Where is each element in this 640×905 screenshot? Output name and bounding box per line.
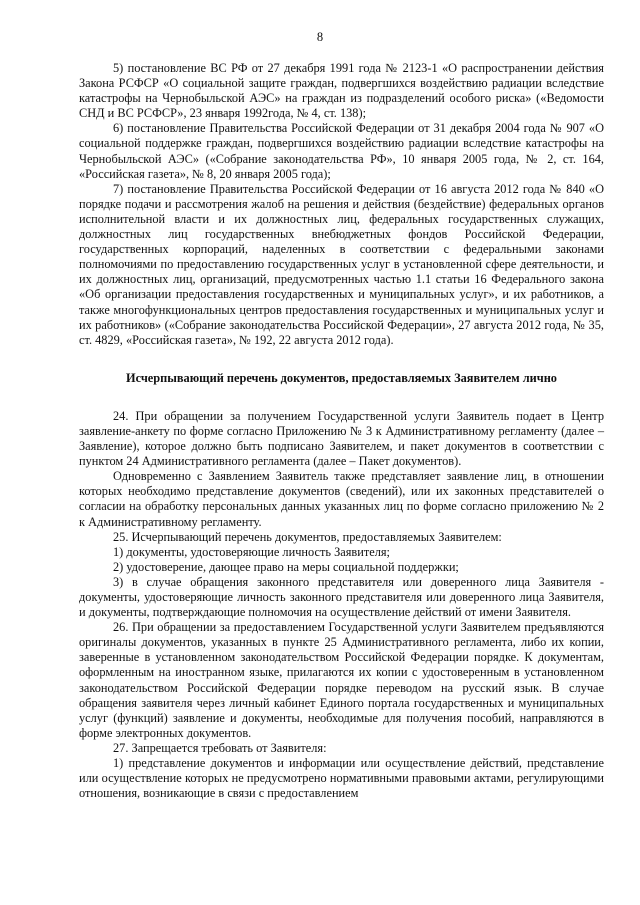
paragraph-25: 25. Исчерпывающий перечень документов, предоставляемых Заявителем: xyxy=(113,529,502,544)
document-body xyxy=(79,61,604,801)
paragraph-25-item-1: 1) документы, удостоверяющие личность Заявителя; xyxy=(113,544,390,559)
paragraph-consent: Одновременно с Заявлением Заявитель также представляет заявление лиц, в отношении которых необходимо представление документов (сведений), или их законных представителей о согласии на обработку персональных данных указанных лиц по форме согласно приложению № 2 к Административному регламенту. xyxy=(79,469,604,529)
paragraph-26: 26. При обращении за предоставлением Государственной услуги Заявителем предъявляются оригиналы документов, указанных в пункте 25 Административного регламента, либо их копии, заверенные в установленном законодательством Российской Федерации порядке. К документам, оформленным на иностранном языке, прилагаются их копии с удостоверенным в установленном законодательством Российской Федерации порядке переводом на русский язык. В случае обращения заявителя через личный кабинет Единого портала государственных и муниципальных услуг (функций) заявление и документы, необходимые для получения пособий, направляются в форме электронных документов. xyxy=(79,620,604,740)
paragraph-25-item-2: 2) удостоверение, дающее право на меры социальной поддержки; xyxy=(113,559,459,574)
paragraph-item-5: 5) постановление ВС РФ от 27 декабря 1991 года № 2123-1 «О распространении действия Закона РСФСР «О социальной защите граждан, подвергшихся воздействию радиации вследствие катастрофы на Чернобыльской АЭС» на граждан из подразделений особого риска» («Ведомости СНД и ВС РСФСР», 23 января 1992года, № 4, ст. 138); xyxy=(79,61,604,121)
paragraph-item-7: 7) постановление Правительства Российской Федерации от 16 августа 2012 года № 840 «О порядке подачи и рассмотрения жалоб на решения и действия (бездействие) федеральных органов исполнительной власти и их должностных лиц, федеральных государственных служащих, должностных лиц государственных внебюджетных фондов Российской Федерации, государственных корпораций, наделенных в соответствии с федеральными законами полномочиями по предоставлению государственных услуг в установленной сфере деятельности, и их должностных лиц, организаций, предусмотренных частью 1.1 статьи 16 Федерального закона «Об организации предоставления государственных и муниципальных услуг», и их работников, а также многофункциональных центров предоставления государственных и муниципальных услуг и их работников» («Собрание законодательства Российской Федерации», 27 августа 2012 года, № 35, ст. 4829, «Российская газета», № 192, 22 августа 2012 года). xyxy=(79,181,604,347)
section-heading: Исчерпывающий перечень документов, предоставляемых Заявителем лично xyxy=(126,370,557,385)
page-number: 8 xyxy=(316,30,324,44)
paragraph-27: 27. Запрещается требовать от Заявителя: xyxy=(113,740,327,755)
paragraph-27-item-1: 1) представление документов и информации или осуществление действий, представление или осуществление которых не предусмотрено нормативными правовыми актами, регулирующими отношения, возникающие в связи с предоставлением xyxy=(79,756,604,801)
paragraph-25-item-3: 3) в случае обращения законного представителя или доверенного лица Заявителя - документы, удостоверяющие личность законного представителя или доверенного лица Заявителя, и документы, подтверждающие полномочия на осуществление действий от имени Заявителя. xyxy=(79,574,604,620)
paragraph-24: 24. При обращении за получением Государственной услуги Заявитель подает в Центр заявление-анкету по форме согласно Приложению № 3 к Административному регламенту (далее – Заявление), которое должно быть подписано Заявителем, и пакет документов в соответствии с пунктом 24 Административного регламента (далее – Пакет документов). xyxy=(79,408,604,469)
paragraph-item-6: 6) постановление Правительства Российской Федерации от 31 декабря 2004 года № 907 «О социальной поддержке граждан, подвергшихся воздействию радиации вследствие катастрофы на Чернобыльской АЭС» («Собрание законодательства РФ», 10 января 2005 года, № 2, ст. 164, «Российская газета», № 8, 20 января 2005 года); xyxy=(79,121,604,181)
